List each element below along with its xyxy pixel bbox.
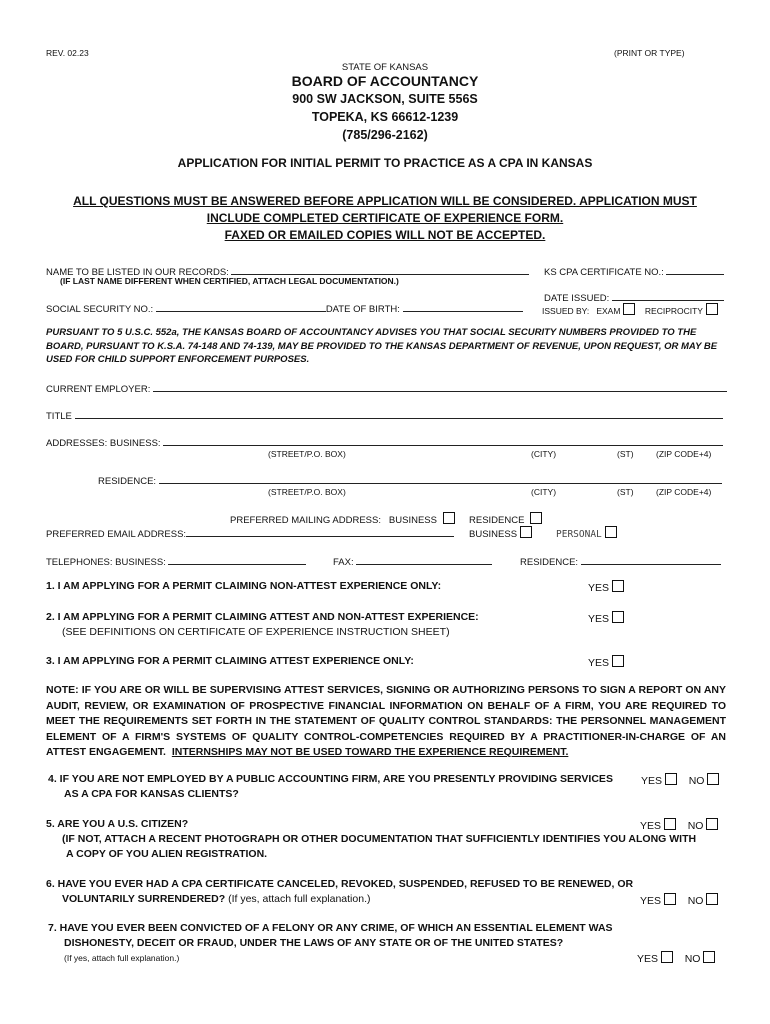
question-2-sub: (SEE DEFINITIONS ON CERTIFICATE OF EXPERIENCE INSTRUCTION SHEET) [62, 626, 450, 638]
date-issued-input[interactable] [612, 290, 724, 301]
employer-input[interactable] [153, 381, 727, 392]
q1-yes: YES [588, 580, 624, 594]
zip-caption: (ZIP CODE+4) [656, 449, 712, 459]
name-label: NAME TO BE LISTED IN OUR RECORDS: [46, 267, 229, 278]
question-5-line2: (IF NOT, ATTACH A RECENT PHOTOGRAPH OR OTHER DOCUMENTATION THAT SUFFICIENTLY IDENTIFIES YOU ALONG WITH [62, 833, 697, 845]
issued-by-label: ISSUED BY: [542, 306, 590, 316]
q6-yes-checkbox[interactable] [664, 893, 676, 905]
dob-input[interactable] [403, 301, 523, 312]
exam-checkbox[interactable] [623, 303, 635, 315]
state-label: STATE OF KANSAS [341, 62, 429, 73]
title-input[interactable] [75, 408, 723, 419]
q6-options: YES NO [640, 893, 718, 907]
question-4-line1: 4. IF YOU ARE NOT EMPLOYED BY A PUBLIC ACCOUNTING FIRM, ARE YOU PRESENTLY PROVIDING SERVICES [48, 773, 613, 785]
employer-label: CURRENT EMPLOYER: [46, 384, 151, 395]
q2-yes-checkbox[interactable] [612, 611, 624, 623]
board-name: BOARD OF ACCOUNTANCY [291, 73, 479, 89]
email-business-label: BUSINESS [469, 529, 518, 540]
email-personal-label: PERSONAL [556, 529, 602, 540]
board-address-line2: TOPEKA, KS 66612-1239 [311, 110, 459, 124]
q7-yes-checkbox[interactable] [661, 951, 673, 963]
question-4-line2: AS A CPA FOR KANSAS CLIENTS? [64, 788, 239, 800]
print-or-type-label: (PRINT OR TYPE) [614, 48, 685, 58]
question-6-line2-row [62, 893, 370, 905]
residence-phone-input[interactable] [581, 554, 721, 565]
street-caption-2: (STREET/P.O. BOX) [268, 487, 346, 497]
question-2: 2. I AM APPLYING FOR A PERMIT CLAIMING ATTEST AND NON-ATTEST EXPERIENCE: [46, 611, 479, 623]
fax-row [333, 554, 492, 568]
revision-label: REV. 02.23 [46, 48, 89, 58]
q6-no-checkbox[interactable] [706, 893, 718, 905]
question-6-hint: (If yes, attach full explanation.) [228, 893, 371, 905]
q4-options: YES NO [641, 773, 719, 787]
business-address-input[interactable] [163, 435, 723, 446]
q4-no-checkbox[interactable] [707, 773, 719, 785]
name-input[interactable] [231, 264, 529, 275]
ssn-privacy-notice: PURSUANT TO 5 U.S.C. 552a, THE KANSAS BOARD OF ACCOUNTANCY ADVISES YOU THAT SOCIAL SECURITY NUMBERS PROVIDED TO THE BOARD, PURSUANT TO K.S.A. 74-148 AND 74-139, MAY BE PROVIDED TO THE KANSAS DEPARTMENT OF REVENUE, UPON REQUEST, OR MAY BE USED FOR CHILD SUPPORT ENFORCEMENT PURPOSES. [46, 327, 718, 365]
attest-note-text: NOTE: IF YOU ARE OR WILL BE SUPERVISING ATTEST SERVICES, SIGNING OR AUTHORIZING PERSONS TO SIGN A REPORT ON ANY AUDIT, REVIEW, OR EXAMINATION OF PROSPECTIVE FINANCIAL INFORMATION ON BEHALF OF A FIRM, YOU ARE REQUIRED TO MEET THE REQUIREMENTS SET FORTH IN THE STATEMENT OF QUALITY CONTROL STANDARDS: THE PERSONNEL MANAGEMENT ELEMENT OF A FIRM'S SYSTEMS OF QUALITY CONTROL-COMPETENCIES REQUIRED BY A PRACTITIONER-IN-CHARGE OF AN ATTEST ENGAGEMENT. [46, 684, 726, 758]
state-caption-2: (ST) [617, 487, 634, 497]
employer-row [46, 381, 727, 395]
q4-yes-checkbox[interactable] [665, 773, 677, 785]
ssn-row [46, 301, 523, 315]
q3-yes: YES [588, 655, 624, 669]
zip-caption-2: (ZIP CODE+4) [656, 487, 712, 497]
ssn-input[interactable] [156, 301, 326, 312]
ks-cert-label: KS CPA CERTIFICATE NO.: [544, 267, 664, 278]
business-phone-row [46, 554, 306, 568]
dob-label: DATE OF BIRTH: [325, 304, 400, 315]
fax-input[interactable] [356, 554, 492, 565]
date-issued-label: DATE ISSUED: [544, 293, 610, 304]
issued-by-row [542, 303, 718, 316]
email-label: PREFERRED EMAIL ADDRESS: [46, 529, 187, 540]
mailing-residence-label: RESIDENCE [469, 515, 525, 526]
fax-label: FAX: [333, 557, 354, 568]
email-personal-option [556, 526, 617, 540]
reciprocity-checkbox[interactable] [706, 303, 718, 315]
question-5-line1: 5. ARE YOU A U.S. CITIZEN? [46, 818, 189, 830]
mailing-business-checkbox[interactable] [443, 512, 455, 524]
notice-line3: FAXED OR EMAILED COPIES WILL NOT BE ACCEPTED. [224, 228, 546, 242]
question-5-line3: A COPY OF YOU ALIEN REGISTRATION. [66, 848, 268, 860]
email-personal-checkbox[interactable] [605, 526, 617, 538]
name-note: (IF LAST NAME DIFFERENT WHEN CERTIFIED, ATTACH LEGAL DOCUMENTATION.) [60, 276, 399, 286]
board-address-line1: 900 SW JACKSON, SUITE 556S [292, 92, 478, 106]
board-phone: (785/296-2162) [342, 128, 428, 142]
business-phone-input[interactable] [168, 554, 306, 565]
city-caption-2: (CITY) [531, 487, 557, 497]
notice-line1: ALL QUESTIONS MUST BE ANSWERED BEFORE APPLICATION WILL BE CONSIDERED. APPLICATION MUST [73, 194, 697, 208]
date-issued-row [544, 290, 724, 304]
email-row [46, 526, 454, 540]
residence-address-row [98, 473, 722, 487]
mailing-business-label: BUSINESS [388, 515, 437, 526]
question-7-line2: DISHONESTY, DECEIT OR FRAUD, UNDER THE LAWS OF ANY STATE OR OF THE UNITED STATES? [64, 937, 564, 949]
q5-options: YES NO [640, 818, 718, 832]
question-1: 1. I AM APPLYING FOR A PERMIT CLAIMING NON-ATTEST EXPERIENCE ONLY: [46, 580, 442, 592]
question-7-hint: (If yes, attach full explanation.) [64, 953, 180, 963]
residence-phone-row [520, 554, 721, 568]
city-caption: (CITY) [531, 449, 557, 459]
page-title: APPLICATION FOR INITIAL PERMIT TO PRACTICE AS A CPA IN KANSAS [177, 156, 593, 170]
q5-no-checkbox[interactable] [706, 818, 718, 830]
mailing-residence-checkbox[interactable] [530, 512, 542, 524]
q5-yes-checkbox[interactable] [664, 818, 676, 830]
q7-no-checkbox[interactable] [703, 951, 715, 963]
question-6-line1: 6. HAVE YOU EVER HAD A CPA CERTIFICATE CANCELED, REVOKED, SUSPENDED, REFUSED TO BE RENEWED, OR [46, 878, 634, 890]
preferred-mailing-row [230, 512, 455, 526]
reciprocity-label: RECIPROCITY [644, 306, 703, 316]
telephones-label: TELEPHONES: BUSINESS: [46, 557, 166, 568]
ks-cert-input[interactable] [666, 264, 724, 275]
street-caption: (STREET/P.O. BOX) [268, 449, 346, 459]
q7-options: YES NO [637, 951, 715, 965]
ssn-label: SOCIAL SECURITY NO.: [46, 304, 154, 315]
q2-yes: YES [588, 611, 624, 625]
business-address-row [46, 435, 723, 449]
q3-yes-checkbox[interactable] [612, 655, 624, 667]
preferred-mailing-label: PREFERRED MAILING ADDRESS: [230, 515, 381, 526]
addresses-label: ADDRESSES: BUSINESS: [46, 438, 161, 449]
title-label: TITLE [46, 411, 72, 422]
question-7-line1: 7. HAVE YOU EVER BEEN CONVICTED OF A FELONY OR ANY CRIME, OF WHICH AN ESSENTIAL ELEMENT WAS [48, 922, 613, 934]
question-6-line2: VOLUNTARILY SURRENDERED? [62, 893, 226, 905]
email-business-option [469, 526, 532, 540]
mailing-residence-option [469, 512, 542, 526]
email-business-checkbox[interactable] [520, 526, 532, 538]
state-caption: (ST) [617, 449, 634, 459]
email-input[interactable] [186, 526, 454, 537]
ks-cert-row [544, 264, 724, 278]
title-row [46, 408, 723, 422]
exam-label: EXAM [596, 306, 621, 316]
question-3: 3. I AM APPLYING FOR A PERMIT CLAIMING ATTEST EXPERIENCE ONLY: [46, 655, 414, 667]
tel-residence-label: RESIDENCE: [520, 557, 579, 568]
notice-line2: INCLUDE COMPLETED CERTIFICATE OF EXPERIENCE FORM. [206, 211, 564, 225]
residence-address-input[interactable] [159, 473, 722, 484]
internship-notice: INTERNSHIPS MAY NOT BE USED TOWARD THE EXPERIENCE REQUIREMENT. [171, 746, 569, 758]
q1-yes-checkbox[interactable] [612, 580, 624, 592]
attest-note [46, 683, 726, 761]
residence-label: RESIDENCE: [98, 476, 157, 487]
